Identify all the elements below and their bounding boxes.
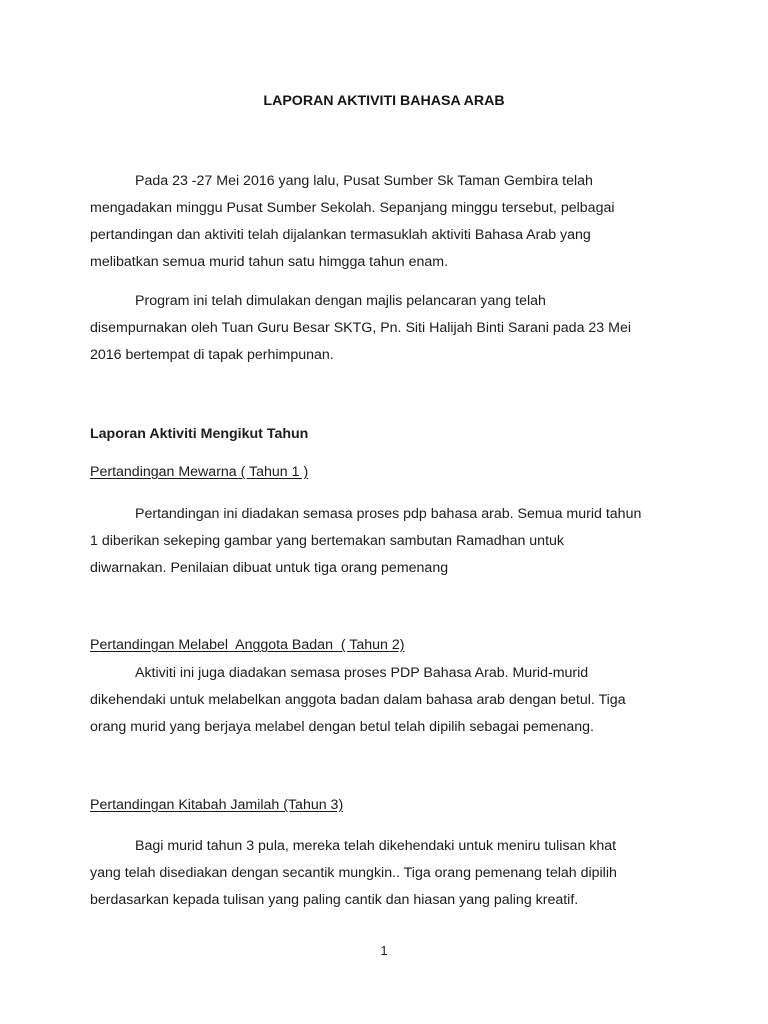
paragraph-line: diwarnakan. Penilaian dibuat untuk tiga orang pemenang <box>90 560 449 576</box>
page-number: 1 <box>380 943 388 958</box>
paragraph-line: 1 diberikan sekeping gambar yang bertemakan sambutan Ramadhan untuk <box>90 533 564 549</box>
paragraph-line: Pertandingan ini diadakan semasa proses pdp bahasa arab. Semua murid tahun <box>135 506 642 522</box>
document-title: LAPORAN AKTIVITI BAHASA ARAB <box>263 93 505 109</box>
paragraph-line: Aktiviti ini juga diadakan semasa proses PDP Bahasa Arab. Murid-murid <box>135 665 589 681</box>
subsection-heading-tahun-3: Pertandingan Kitabah Jamilah (Tahun 3) <box>90 797 344 813</box>
paragraph-line: Bagi murid tahun 3 pula, mereka telah dikehendaki untuk meniru tulisan khat <box>135 838 617 854</box>
intro-paragraph-2 <box>90 288 690 369</box>
paragraph-line: yang telah disediakan dengan secantik mungkin.. Tiga orang pemenang telah dipilih <box>90 865 617 881</box>
paragraph-line: pertandingan dan aktiviti telah dijalankan termasuklah aktiviti Bahasa Arab yang <box>90 227 591 243</box>
paragraph-line: orang murid yang berjaya melabel dengan betul telah dipilih sebagai pemenang. <box>90 719 595 735</box>
paragraph-line: 2016 bertempat di tapak perhimpunan. <box>90 347 334 363</box>
paragraph-line: Program ini telah dimulakan dengan majlis pelancaran yang telah <box>135 293 546 309</box>
paragraph-line: melibatkan semua murid tahun satu himgga tahun enam. <box>90 254 449 270</box>
paragraph-line: Pada 23 -27 Mei 2016 yang lalu, Pusat Sumber Sk Taman Gembira telah <box>135 173 593 189</box>
subsection-heading-tahun-1: Pertandingan Mewarna ( Tahun 1 ) <box>90 464 309 480</box>
subsection-body-tahun-2 <box>90 660 690 741</box>
paragraph-line: dikehendaki untuk melabelkan anggota badan dalam bahasa arab dengan betul. Tiga <box>90 692 626 708</box>
subsection-heading-tahun-2: Pertandingan Melabel Anggota Badan ( Tahun 2) <box>90 637 405 653</box>
section-heading: Laporan Aktiviti Mengikut Tahun <box>90 426 309 442</box>
subsection-body-tahun-3 <box>90 833 690 914</box>
paragraph-line: mengadakan minggu Pusat Sumber Sekolah. Sepanjang minggu tersebut, pelbagai <box>90 200 615 216</box>
paragraph-line: disempurnakan oleh Tuan Guru Besar SKTG, Pn. Siti Halijah Binti Sarani pada 23 Mei <box>90 320 631 336</box>
intro-paragraph-1 <box>90 168 690 276</box>
paragraph-line: berdasarkan kepada tulisan yang paling cantik dan hiasan yang paling kreatif. <box>90 892 579 908</box>
subsection-body-tahun-1 <box>90 501 690 582</box>
